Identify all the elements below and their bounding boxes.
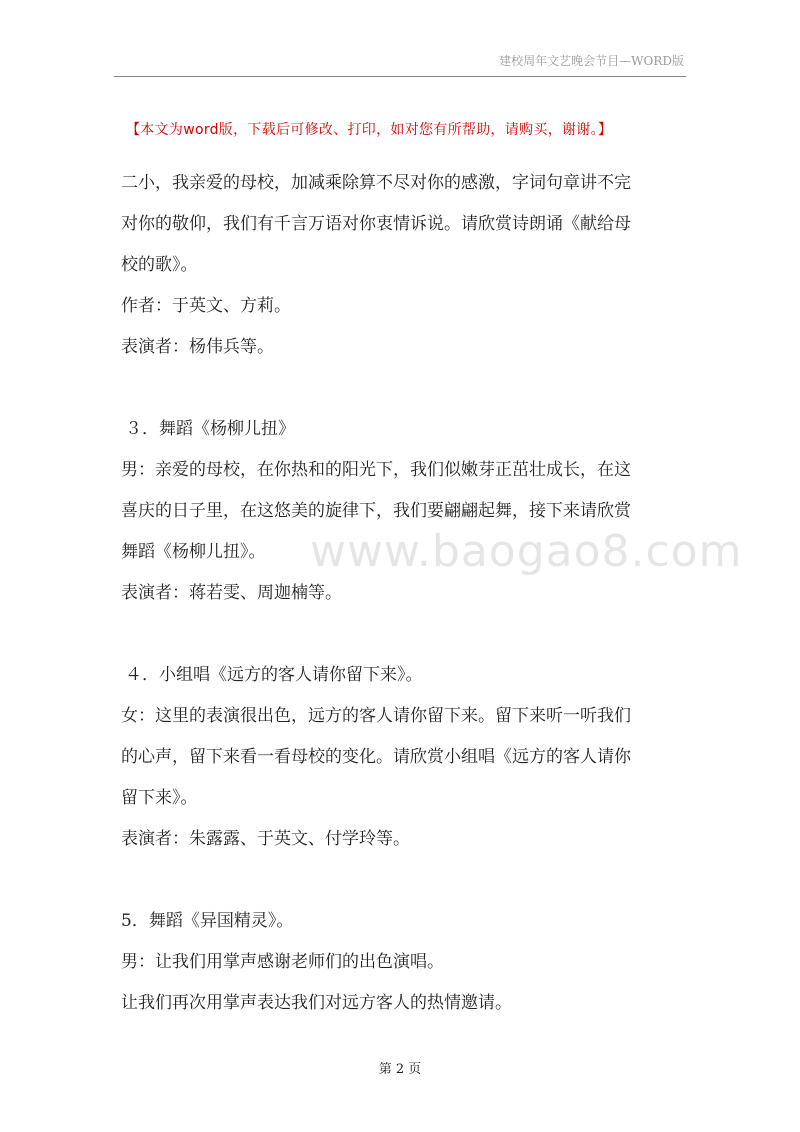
author-line: 作者：于英文、方莉。 — [121, 296, 291, 316]
body-line: 对你的敬仰，我们有千言万语对你衷情诉说。请欣赏诗朗诵《献给母 — [121, 214, 631, 234]
body-line: 校的歌》。 — [121, 255, 198, 275]
watermark: www.baogao8.com — [310, 526, 743, 577]
performer-line: 表演者：蒋若雯、周迦楠等。 — [121, 583, 342, 603]
section-heading: ４．小组唱《远方的客人请你留下来》。 — [125, 665, 423, 685]
body-line: 喜庆的日子里，在这悠美的旋律下，我们要翩翩起舞，接下来请欣赏 — [121, 501, 631, 521]
body-line: 舞蹈《杨柳儿扭》。 — [121, 542, 266, 562]
body-line: 留下来》。 — [121, 788, 198, 808]
body-line: 二小，我亲爱的母校，加减乘除算不尽对你的感激，字词句章讲不完 — [121, 173, 631, 193]
page-header — [114, 0, 686, 77]
performer-line: 表演者：朱露露、于英文、付学玲等。 — [121, 829, 410, 849]
body-line: 让我们再次用掌声表达我们对远方客人的热情邀请。 — [121, 993, 512, 1013]
spacer — [121, 614, 701, 655]
spacer — [121, 860, 701, 901]
body-line: 的心声，留下来看一看母校的变化。请欣赏小组唱《远方的客人请你 — [121, 747, 631, 767]
section-heading: ３．舞蹈《杨柳儿扭》 — [125, 419, 295, 439]
document-body — [121, 163, 701, 1024]
section-heading: 5．舞蹈《异国精灵》。 — [121, 911, 294, 931]
spacer — [121, 368, 701, 409]
performer-line: 表演者：杨伟兵等。 — [121, 337, 274, 357]
notice-text: 【本文为word版，下载后可修改、打印，如对您有所帮助，请购买，谢谢。】 — [126, 122, 613, 138]
header-title: 建校周年文艺晚会节目—WORD版 — [499, 54, 684, 68]
body-line: 女：这里的表演很出色，远方的客人请你留下来。留下来听一听我们 — [121, 706, 631, 726]
page-number: 第 2 页 — [378, 1062, 422, 1077]
body-line: 男：亲爱的母校，在你热和的阳光下，我们似嫩芽正茁壮成长，在这 — [121, 460, 631, 480]
body-line: 男：让我们用掌声感谢老师们的出色演唱。 — [121, 952, 444, 972]
